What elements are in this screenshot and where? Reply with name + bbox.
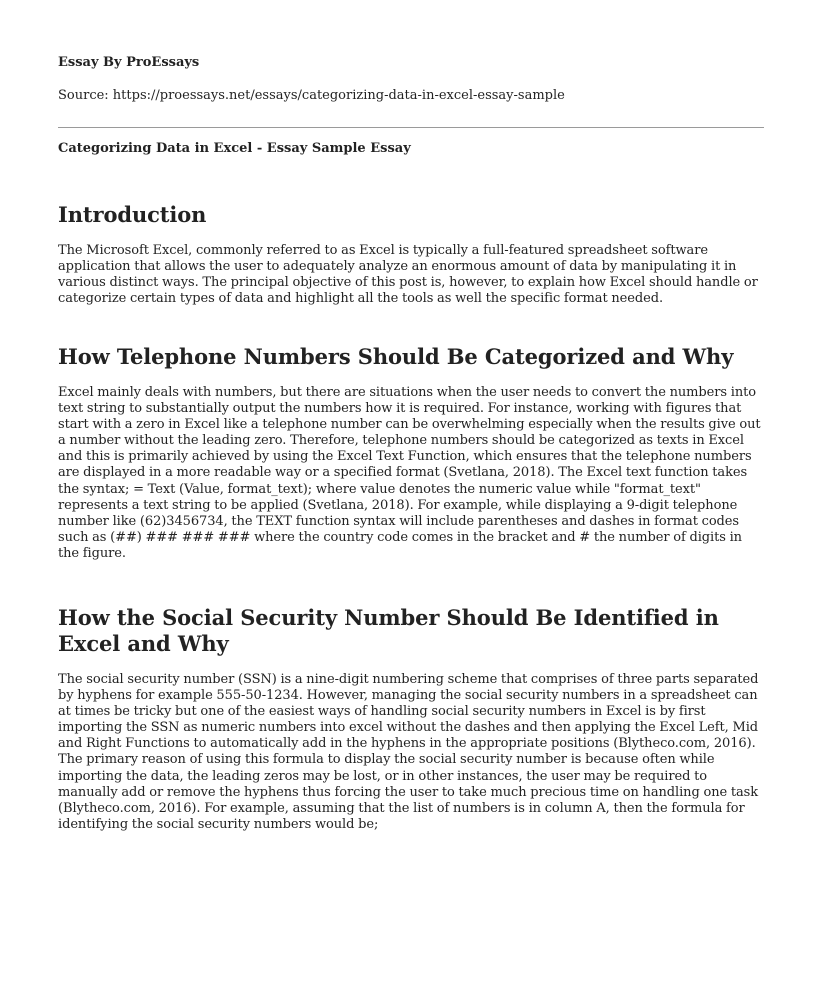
section-body-social-security-number: The social security number (SSN) is a nine-digit numbering scheme that comprises of three parts separated by hyphens for example 555-50-1234. However, managing the social security numbers in a spreadsheet can at times be tricky but one of the easiest ways of handling social security numbers in Excel is by first importing the SSN as numeric numbers into excel without the dashes and then applying the Excel Left, Mid and Right Functions to automatically add in the hyphens in the appropriate positions (Blytheco.com, 2016). The primary reason of using this formula to display the social security number is because often while importing the data, the leading zeros may be lost, or in other instances, the user may be required to manually add or remove the hyphens thus forcing the user to take much precious time on handling one task (Blytheco.com, 2016). For example, assuming that the list of numbers is in column A, then the formula for identifying the social security numbers would be;	[58, 672, 759, 832]
section-body-introduction: The Microsoft Excel, commonly referred to as Excel is typically a full-featured spreadsheet software application that allows the user to adequately analyze an enormous amount of data by manipulating it in various distinct ways. The principal objective of this post is, however, to explain how Excel should handle or categorize certain types of data and highlight all the tools as well the specific format needed.	[58, 243, 758, 307]
essay-title: Categorizing Data in Excel - Essay Sample Essay	[58, 141, 411, 156]
essay-byline: Essay By ProEssays	[58, 55, 200, 70]
section-body-telephone-numbers: Excel mainly deals with numbers, but there are situations when the user needs to convert the numbers into text string to substantially output the numbers how it is required. For instance, working with figures that start with a zero in Excel like a telephone number can be overwhelming especially when the results give out a number without the leading zero. Therefore, telephone numbers should be categorized as texts in Excel and this is primarily achieved by using the Excel Text Function, which ensures that the telephone numbers are displayed in a more readable way or a specified format (Svetlana, 2018). The Excel text function takes the syntax; = Text (Value, format_text); where value denotes the numeric value while "format_text" represents a text string to be applied (Svetlana, 2018). For example, while displaying a 9-digit telephone number like (62)3456734, the TEXT function syntax will include parentheses and dashes in format codes such as (##) ### ### ### where the country code comes in the bracket and # the number of digits in the figure.	[58, 385, 761, 561]
source-line: Source: https://proessays.net/essays/categorizing-data-in-excel-essay-sample	[58, 88, 565, 103]
section-heading-social-security-number: How the Social Security Number Should Be Identified in Excel and Why	[58, 605, 719, 656]
section-heading-telephone-numbers: How Telephone Numbers Should Be Categorized and Why	[58, 344, 734, 369]
section-heading-introduction: Introduction	[58, 202, 207, 227]
header-divider	[58, 127, 764, 128]
